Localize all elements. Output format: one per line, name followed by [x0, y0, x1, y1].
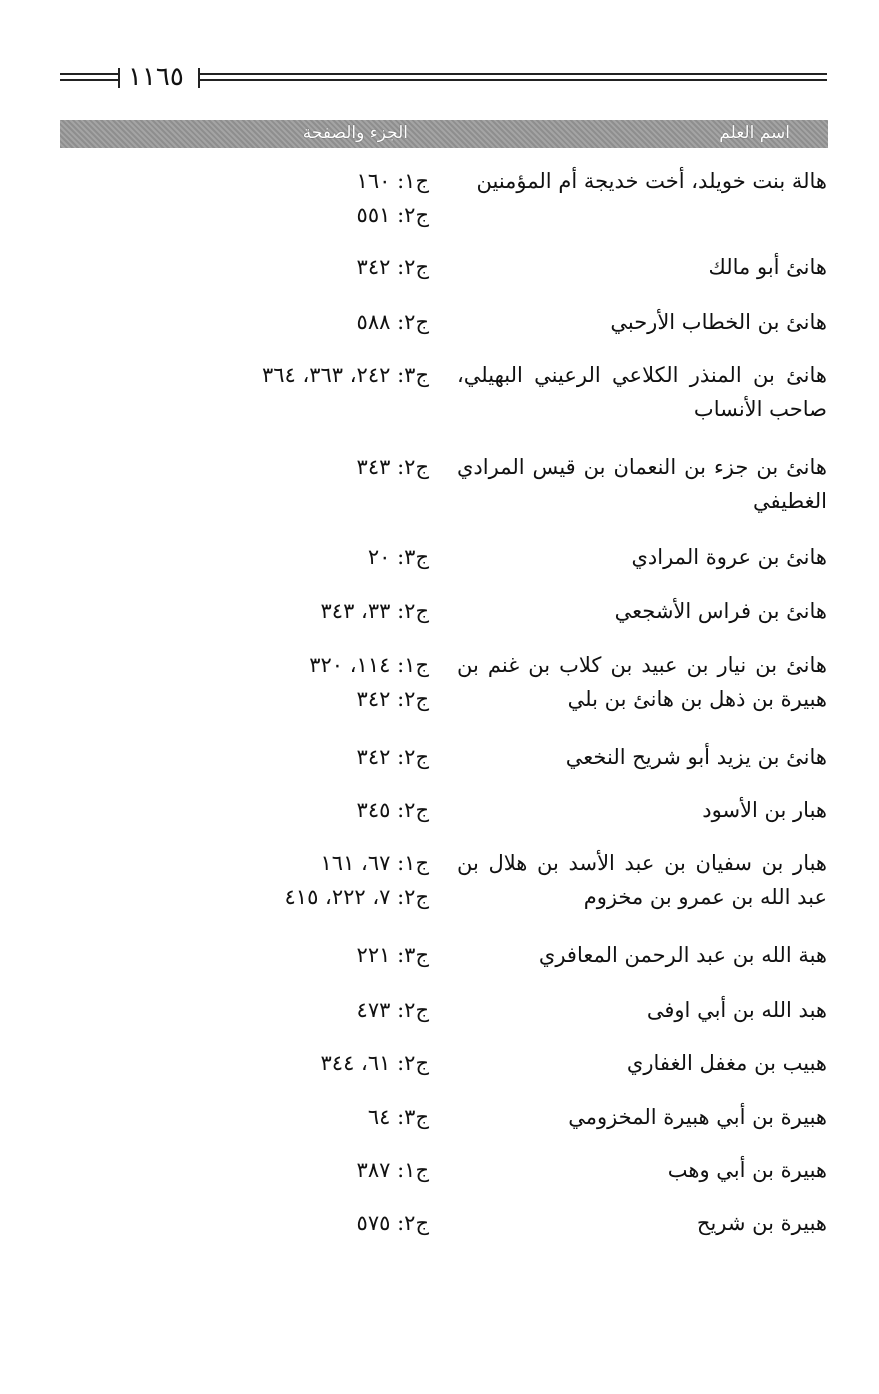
- entry-name: هبة الله بن عبد الرحمن المعافري: [538, 943, 827, 967]
- volume-page-ref: ج١: ٣٨٧: [356, 1158, 429, 1182]
- volume-page-ref: ج١: ٦٧، ١٦١: [320, 851, 429, 875]
- entry-name: هبيرة بن شريح: [696, 1211, 827, 1235]
- entry-name: هانئ بن المنذر الكلاعي الرعيني البهيلي، صاحب الأنساب: [457, 363, 827, 421]
- entry-name: هالة بنت خويلد، أخت خديجة أم المؤمنين: [476, 169, 827, 193]
- volume-page-ref: ج١: ١٦٠: [356, 169, 429, 193]
- volume-page-ref: ج٢: ٤٧٣: [356, 998, 429, 1022]
- volume-page-ref: ج٢: ٥٨٨: [356, 310, 429, 334]
- entry-references: [357, 250, 429, 284]
- entry-references: [357, 793, 429, 827]
- entry-references: [357, 740, 429, 774]
- volume-page-ref: ج٢: ٣٤٢: [356, 255, 429, 279]
- entry-references: [321, 594, 429, 628]
- entry-references: [309, 648, 429, 716]
- entry-references: [285, 846, 429, 914]
- entry-name: هانئ بن جزء بن النعمان بن قيس المرادي الغطيفي: [457, 455, 827, 513]
- volume-page-ref: ج٢: ٣٤٣: [356, 455, 429, 479]
- entry-references: [357, 1153, 429, 1187]
- volume-page-ref: ج٢: ٣٤٢: [356, 687, 429, 711]
- volume-page-ref: ج١: ١١٤، ٣٢٠: [309, 653, 429, 677]
- volume-page-ref: ج٢: ٦١، ٣٤٤: [320, 1051, 429, 1075]
- entry-name: هبيب بن مغفل الغفاري: [626, 1051, 827, 1075]
- entry-references: [357, 993, 429, 1027]
- entry-references: [368, 540, 429, 574]
- volume-page-ref: ج٢: ٣٤٥: [356, 798, 429, 822]
- entry-name: هانئ بن يزيد أبو شريح النخعي: [565, 745, 827, 769]
- name-column-header: اسم العلم: [719, 123, 790, 143]
- page-number: ١١٦٥: [128, 62, 184, 92]
- volume-page-ref: ج٣: ٢٤٢، ٣٦٣، ٣٦٤: [261, 363, 429, 387]
- entry-references: [357, 938, 429, 972]
- entry-name: هانئ بن الخطاب الأرحبي: [610, 310, 827, 334]
- volume-page-ref: ج٣: ٦٤: [367, 1105, 429, 1129]
- entry-name: هبيرة بن أبي هبيرة المخزومي: [568, 1105, 827, 1129]
- entry-references: [357, 305, 429, 339]
- entry-references: [262, 358, 429, 392]
- entry-name: هبار بن سفيان بن عبد الأسد بن هلال بن عبد الله بن عمرو بن مخزوم: [457, 851, 827, 909]
- entry-references: [321, 1046, 429, 1080]
- entry-references: [357, 164, 429, 232]
- volume-page-ref: ج٢: ٥٧٥: [356, 1211, 429, 1235]
- entry-name: هبار بن الأسود: [702, 798, 827, 822]
- entry-references: [357, 1206, 429, 1240]
- reference-column-header: الجزء والصفحة: [302, 123, 408, 143]
- entry-references: [368, 1100, 429, 1134]
- volume-page-ref: ج٢: ٧، ٢٢٢، ٤١٥: [284, 885, 429, 909]
- entry-name: هانئ أبو مالك: [708, 255, 827, 279]
- volume-page-ref: ج٢: ٣٤٢: [356, 745, 429, 769]
- volume-page-ref: ج٣: ٢٢١: [356, 943, 429, 967]
- entry-references: [357, 450, 429, 484]
- entry-name: هانئ بن فراس الأشجعي: [614, 599, 827, 623]
- entry-name: هانئ بن نيار بن عبيد بن كلاب بن غنم بن هبيرة بن ذهل بن هانئ بن بلي: [457, 653, 827, 711]
- volume-page-ref: ج٢: ٥٥١: [356, 203, 429, 227]
- entry-name: هبد الله بن أبي اوفى: [646, 998, 827, 1022]
- volume-page-ref: ج٢: ٣٣، ٣٤٣: [320, 599, 429, 623]
- volume-page-ref: ج٣: ٢٠: [367, 545, 429, 569]
- entry-name: هانئ بن عروة المرادي: [631, 545, 827, 569]
- entry-name: هبيرة بن أبي وهب: [667, 1158, 827, 1182]
